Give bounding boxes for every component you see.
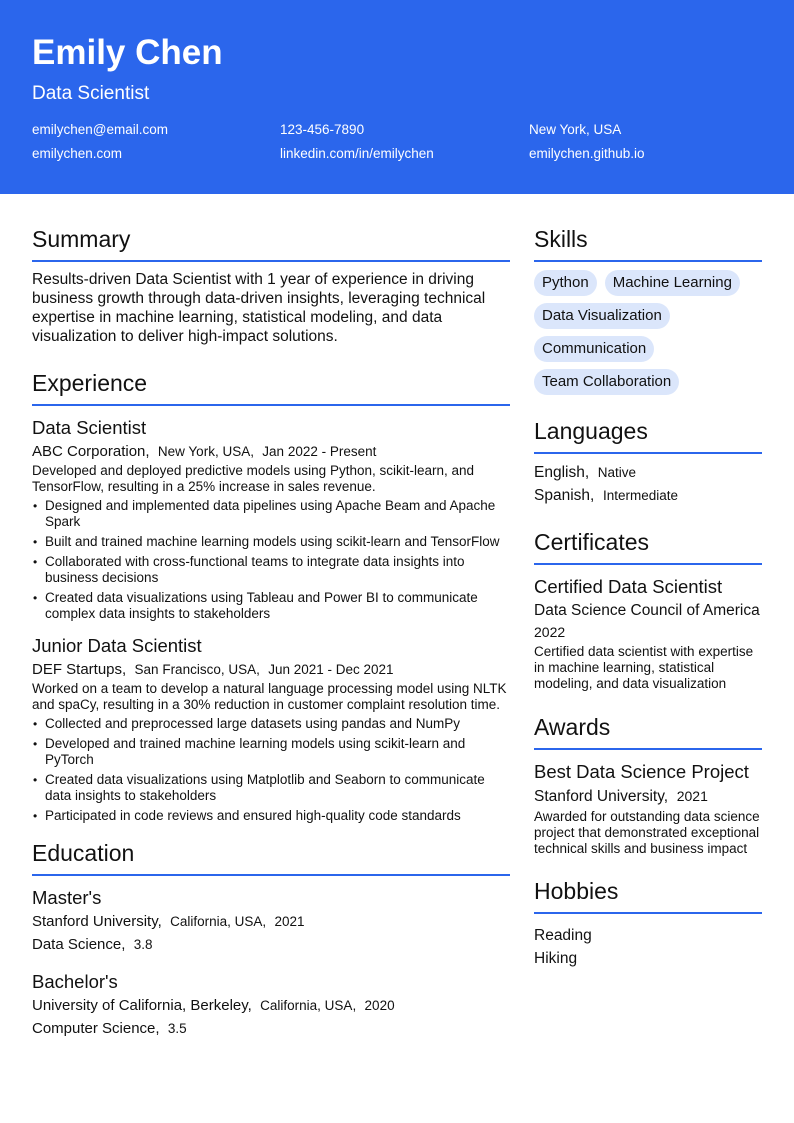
- job-bullet: • Developed and trained machine learning models using scikit-learn and PyTorch: [32, 736, 510, 768]
- education-degree: Master's: [32, 887, 102, 908]
- language-level: Native: [597, 465, 637, 480]
- education-heading: Education: [32, 836, 510, 876]
- job-bullet: • Collaborated with cross-functional teams to integrate data insights into business decisions: [32, 554, 510, 586]
- resume-header: [0, 0, 794, 194]
- award-year: 2021: [676, 788, 708, 804]
- skill-chip: Communication: [534, 336, 654, 362]
- language-item: [534, 461, 762, 484]
- job-title: Data Scientist: [32, 417, 147, 438]
- education-location: California, USA,: [260, 998, 357, 1013]
- award-issuer-line: [534, 786, 762, 807]
- job-dates: Jun 2021 - Dec 2021: [268, 662, 394, 677]
- contact-github[interactable]: emilychen.github.io: [529, 146, 645, 161]
- languages-heading: Languages: [534, 414, 762, 454]
- job-entry: [32, 634, 510, 824]
- summary-text: Results-driven Data Scientist with 1 year of experience in driving business growth through data-driven insights, leveraging technical expertise in machine learning, statistical modeling, and data visualization to deliver high-impact solutions.: [32, 271, 486, 345]
- certificate-description: Certified data scientist with expertise in machine learning, statistical modeling, and data visualization: [534, 644, 754, 691]
- education-school-line: [32, 910, 510, 933]
- awards-heading: Awards: [534, 710, 762, 750]
- certificate-year: 2022: [534, 624, 566, 640]
- job-company: DEF Startups,: [32, 661, 127, 678]
- job-entry: [32, 416, 510, 622]
- job-bullets: [32, 498, 510, 622]
- job-bullet: • Built and trained machine learning models using scikit-learn and TensorFlow: [32, 534, 510, 550]
- award-issuer: Stanford University,: [534, 788, 669, 805]
- education-year: 2020: [364, 998, 395, 1013]
- skills-heading: Skills: [534, 222, 762, 262]
- certificate-issuer: Data Science Council of America: [534, 602, 760, 619]
- contact-phone[interactable]: 123-456-7890: [280, 122, 365, 137]
- job-company: ABC Corporation,: [32, 443, 150, 460]
- education-gpa: 3.8: [133, 937, 153, 952]
- award-title: Best Data Science Project: [534, 761, 749, 782]
- skill-chip: Data Visualization: [534, 303, 670, 329]
- education-school: Stanford University,: [32, 913, 162, 930]
- education-year: 2021: [274, 914, 305, 929]
- summary-heading: Summary: [32, 222, 510, 262]
- contact-location: New York, USA: [529, 122, 622, 137]
- candidate-title: Data Scientist: [32, 83, 150, 104]
- education-degree: Bachelor's: [32, 971, 118, 992]
- education-entry: [32, 886, 510, 956]
- education-entry: [32, 970, 510, 1040]
- hobby-item: Hiking: [534, 950, 578, 967]
- language-item: [534, 484, 762, 507]
- hobbies-heading: Hobbies: [534, 874, 762, 914]
- skill-chip: Team Collaboration: [534, 369, 679, 395]
- language-name: Spanish,: [534, 487, 595, 504]
- education-location: California, USA,: [170, 914, 267, 929]
- job-description: Developed and deployed predictive models using Python, scikit-learn, and TensorFlow, resulting in a 25% increase in sales revenue.: [32, 463, 475, 494]
- award-description: Awarded for outstanding data science project that demonstrated exceptional technical skills and business impact: [534, 809, 760, 856]
- skills-list: [534, 270, 762, 395]
- job-bullet: • Collected and preprocessed large datasets using pandas and NumPy: [32, 716, 510, 732]
- job-bullet: • Participated in code reviews and ensured high-quality code standards: [32, 808, 510, 824]
- contact-website[interactable]: emilychen.com: [32, 146, 123, 161]
- education-school: University of California, Berkeley,: [32, 997, 252, 1014]
- skill-chip: Machine Learning: [605, 270, 740, 296]
- language-name: English,: [534, 464, 590, 481]
- job-bullet: • Designed and implemented data pipelines using Apache Beam and Apache Spark: [32, 498, 510, 530]
- hobbies-list: [534, 924, 762, 970]
- job-dates: Jan 2022 - Present: [262, 444, 377, 459]
- education-field-line: [32, 1017, 510, 1040]
- language-level: Intermediate: [602, 488, 678, 503]
- job-description: Worked on a team to develop a natural language processing model using NLTK and spaCy, resulting in a 30% reduction in customer complaint resolution time.: [32, 681, 507, 712]
- job-meta: [32, 660, 510, 680]
- job-bullet: • Created data visualizations using Tableau and Power BI to communicate complex data insights to stakeholders: [32, 590, 510, 622]
- certificate-title: Certified Data Scientist: [534, 576, 723, 597]
- job-title: Junior Data Scientist: [32, 635, 202, 656]
- education-field: Computer Science,: [32, 1020, 160, 1037]
- hobby-item: Reading: [534, 927, 592, 944]
- main-column: [32, 222, 510, 1054]
- job-meta: [32, 442, 510, 462]
- contact-linkedin[interactable]: linkedin.com/in/emilychen: [280, 146, 434, 161]
- languages-list: [534, 461, 762, 507]
- education-field: Data Science,: [32, 936, 126, 953]
- side-column: [534, 222, 762, 970]
- education-school-line: [32, 994, 510, 1017]
- job-bullets: [32, 716, 510, 824]
- certificates-heading: Certificates: [534, 525, 762, 565]
- experience-heading: Experience: [32, 366, 510, 406]
- education-field-line: [32, 933, 510, 956]
- job-bullet: • Created data visualizations using Matplotlib and Seaborn to communicate data insights to stakeholders: [32, 772, 510, 804]
- job-location: New York, USA,: [157, 444, 254, 459]
- job-location: San Francisco, USA,: [134, 662, 260, 677]
- candidate-name: Emily Chen: [32, 33, 223, 72]
- education-gpa: 3.5: [167, 1021, 187, 1036]
- skill-chip: Python: [534, 270, 597, 296]
- contact-email[interactable]: emilychen@email.com: [32, 122, 168, 137]
